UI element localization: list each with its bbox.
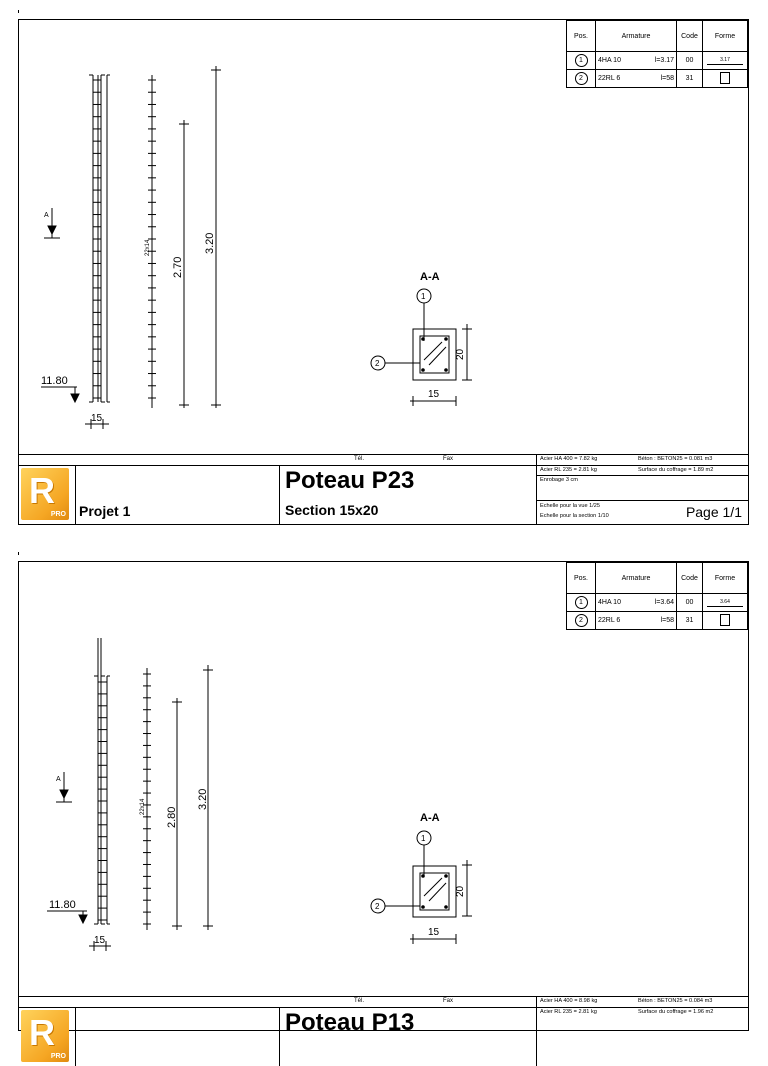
bar-length: l=3.17: [654, 57, 674, 64]
stirrup-ticks: [93, 80, 156, 398]
dim-short-label: 2.70: [172, 256, 184, 278]
table-row: [567, 70, 748, 88]
logo-badge: PRO: [50, 1053, 66, 1060]
section-width-label: 15: [428, 389, 440, 400]
pos-number: 1: [575, 54, 588, 67]
section-height-label: 20: [455, 885, 466, 897]
drawing-title: Poteau P13: [285, 1009, 415, 1036]
logo-letter: R: [29, 470, 55, 511]
steel-rl: Acier RL 235 = 2.81 kg: [540, 1009, 597, 1015]
reinforcement-table: [566, 562, 748, 630]
bar-length: l=3.64: [654, 599, 674, 606]
section-width-label: 15: [428, 927, 440, 938]
bar-code: 31: [677, 70, 703, 88]
col-pos: Pos.: [567, 563, 596, 594]
callout-top: 1: [421, 834, 426, 843]
quantities-panel: [537, 997, 748, 1066]
bar-code: 31: [677, 612, 703, 630]
dim-long-label: 3.20: [204, 232, 216, 254]
table-row: [567, 52, 748, 70]
logo-letter: R: [29, 1012, 55, 1053]
col-code: Code: [677, 563, 703, 594]
level-label: 11.80: [41, 375, 68, 387]
straight-bar-icon: 3.64: [707, 599, 743, 607]
robot-logo-icon: [21, 1010, 69, 1062]
scale-section: Echelle pour la section 1/10: [540, 513, 609, 519]
stirrup-note: 22x14: [145, 239, 151, 256]
bar-code: 00: [677, 594, 703, 612]
stirrup-note: 22x14: [140, 798, 146, 815]
col-forme: Forme: [703, 563, 748, 594]
stirrup-shape-icon: [720, 614, 730, 626]
steel-ha: Acier HA 400 = 8.98 kg: [540, 998, 598, 1004]
callout-top: 1: [421, 292, 426, 301]
steel-rl: Acier RL 235 = 2.81 kg: [540, 467, 597, 473]
dim-short-label: 2.80: [166, 806, 178, 828]
pos-number: 1: [575, 596, 588, 609]
col-pos: Pos.: [567, 21, 596, 52]
title-block: [19, 454, 748, 524]
tel-label: Tél.: [354, 456, 365, 462]
bar-type: 22RL 6: [598, 75, 621, 82]
bar-type: 22RL 6: [598, 617, 621, 624]
straight-bar-icon: 3.17: [707, 57, 743, 65]
drawing-subtitle: Section 15x20: [285, 502, 379, 518]
section-height-label: 20: [455, 348, 466, 360]
page-mark: [18, 10, 19, 13]
section-title: A-A: [420, 812, 440, 824]
tel-label: Tél.: [354, 998, 365, 1004]
bar-type: 4HA 10: [598, 599, 621, 606]
logo-badge: PRO: [50, 511, 66, 518]
drawing-sheet-2: [18, 561, 749, 1060]
col-armature: Armature: [596, 563, 677, 594]
page-mark: [18, 552, 19, 555]
cover: Enrobage 3 cm: [540, 477, 578, 483]
col-code: Code: [677, 21, 703, 52]
fax-label: Fax: [443, 456, 454, 462]
bottom-dim-label: 15: [91, 413, 103, 424]
drawing-sheet-1: [18, 19, 749, 525]
section-title: A-A: [420, 271, 440, 283]
robot-logo-icon: [21, 468, 69, 520]
steel-ha: Acier HA 400 = 7.82 kg: [540, 456, 598, 462]
column-elevation: [94, 638, 110, 924]
bar-type: 4HA 10: [598, 57, 621, 64]
title-block: [19, 996, 748, 1066]
col-forme: Forme: [703, 21, 748, 52]
drawing-title: Poteau P23: [285, 467, 415, 494]
concrete-volume: Béton : BETON25 = 0.084 m3: [638, 998, 713, 1004]
table-row: [567, 612, 748, 630]
bar-code: 00: [677, 52, 703, 70]
quantities-panel: [537, 455, 748, 524]
page-number: Page 1/1: [685, 504, 742, 520]
project-name: Projet 1: [79, 503, 131, 519]
level-marker: [41, 387, 79, 402]
level-marker: [47, 911, 87, 923]
formwork-area: Surface du coffrage = 1.96 m2: [638, 1009, 714, 1015]
bar-length: l=58: [660, 75, 674, 82]
level-label: 11.80: [49, 899, 76, 911]
stirrup-shape-icon: [720, 72, 730, 84]
concrete-volume: Béton : BETON25 = 0.081 m3: [638, 456, 713, 462]
formwork-area: Surface du coffrage = 1.89 m2: [638, 467, 714, 473]
section-mark-label: A: [56, 776, 61, 783]
bottom-dim-label: 15: [94, 935, 106, 946]
callout-left: 2: [375, 359, 380, 368]
col-armature: Armature: [596, 21, 677, 52]
fax-label: Fax: [443, 998, 454, 1004]
table-row: [567, 594, 748, 612]
cross-section: [371, 289, 472, 406]
corner-bars: [421, 337, 448, 372]
reinforcement-table: [566, 20, 748, 88]
pos-number: 2: [575, 614, 588, 627]
callout-left: 2: [375, 902, 380, 911]
dim-long-label: 3.20: [197, 788, 209, 810]
bar-length: l=58: [660, 617, 674, 624]
scale-view: Echelle pour la vue 1/25: [540, 503, 601, 509]
section-mark-label: A: [44, 212, 49, 219]
corner-bars: [421, 874, 448, 909]
pos-number: 2: [575, 72, 588, 85]
